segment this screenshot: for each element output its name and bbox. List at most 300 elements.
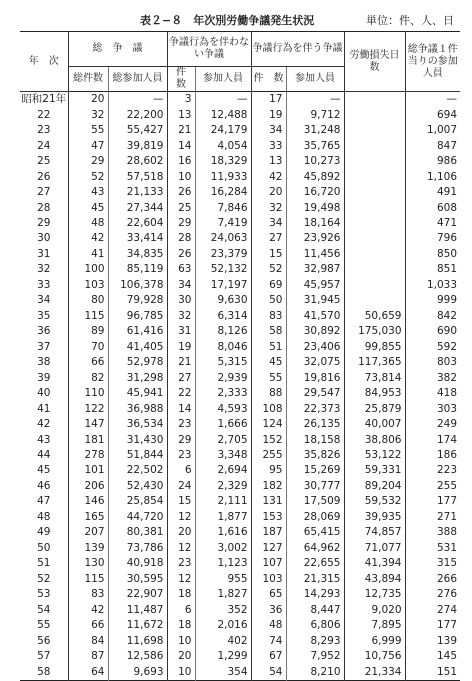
cell-action-cases: 74 [251, 633, 286, 648]
table-row [20, 649, 460, 664]
cell-total-cases: 66 [68, 618, 108, 633]
cell-no-action-cases: 3 [167, 92, 195, 108]
cell-year: 48 [37, 510, 51, 523]
table-row [20, 247, 460, 262]
cell-no-action-participants: 8,046 [195, 340, 251, 355]
cell-days-lost: 73,814 [344, 370, 405, 385]
cell-days-lost [344, 169, 405, 184]
cell-no-action-participants: 7,846 [195, 200, 251, 215]
cell-year: 31 [37, 247, 51, 260]
cell-action-cases: 255 [251, 448, 286, 463]
cell-total-cases: 181 [68, 432, 108, 447]
cell-avg-participants: 271 [405, 510, 460, 525]
cell-total-cases: 20 [68, 92, 108, 108]
table-row [20, 154, 460, 169]
cell-action-cases: 32 [251, 200, 286, 215]
table-row [20, 463, 460, 478]
cell-days-lost: 59,532 [344, 494, 405, 509]
cell-year: 57 [37, 650, 51, 663]
cell-year: 37 [37, 340, 51, 353]
cell-total-participants: 52,978 [108, 355, 167, 370]
cell-year: 32 [37, 263, 51, 276]
cell-year: 58 [37, 665, 51, 678]
cell-action-participants: 32,987 [286, 262, 344, 277]
table-row [20, 479, 460, 494]
cell-action-participants: 9,712 [286, 107, 344, 122]
cell-days-lost: 84,953 [344, 386, 405, 401]
cell-days-lost: 59,331 [344, 463, 405, 478]
cell-no-action-participants: 4,593 [195, 401, 251, 416]
cell-no-action-cases: 14 [167, 401, 195, 416]
cell-no-action-participants: 5,315 [195, 355, 251, 370]
cell-action-participants: 7,952 [286, 649, 344, 664]
cell-action-participants: 19,498 [286, 200, 344, 215]
cell-year: 25 [37, 155, 51, 168]
cell-days-lost: 40,007 [344, 417, 405, 432]
cell-total-participants: 22,604 [108, 216, 167, 231]
cell-avg-participants: 592 [405, 340, 460, 355]
cell-total-participants: 11,698 [108, 633, 167, 648]
cell-action-participants: 11,456 [286, 247, 344, 262]
cell-no-action-cases: 27 [167, 370, 195, 385]
cell-no-action-cases: 20 [167, 525, 195, 540]
cell-no-action-participants: 8,126 [195, 324, 251, 339]
cell-total-participants: 61,416 [108, 324, 167, 339]
cell-year: 50 [37, 541, 51, 554]
table-row [20, 231, 460, 246]
cell-days-lost: 41,394 [344, 556, 405, 571]
cell-total-participants: 33,414 [108, 231, 167, 246]
cell-year: 35 [37, 309, 51, 322]
cell-action-participants: 15,269 [286, 463, 344, 478]
cell-total-cases: 29 [68, 154, 108, 169]
table-row [20, 587, 460, 602]
cell-no-action-participants: 6,314 [195, 309, 251, 324]
cell-action-cases: 48 [251, 618, 286, 633]
cell-action-cases: 88 [251, 386, 286, 401]
cell-year: 30 [37, 232, 51, 245]
cell-year: 53 [37, 588, 51, 601]
cell-days-lost: 6,999 [344, 633, 405, 648]
cell-no-action-cases: 13 [167, 107, 195, 122]
cell-year: 45 [37, 464, 51, 477]
cell-total-participants: 51,844 [108, 448, 167, 463]
cell-action-participants: 10,273 [286, 154, 344, 169]
cell-total-cases: 47 [68, 138, 108, 153]
cell-days-lost [344, 247, 405, 262]
cell-year: 33 [37, 278, 51, 291]
cell-avg-participants: 608 [405, 200, 460, 215]
cell-action-cases: 20 [251, 185, 286, 200]
cell-year: 41 [37, 402, 51, 415]
cell-action-cases: 54 [251, 664, 286, 680]
cell-total-participants: 55,427 [108, 123, 167, 138]
cell-total-cases: 45 [68, 200, 108, 215]
cell-total-participants: 31,430 [108, 432, 167, 447]
cell-no-action-participants: 4,054 [195, 138, 251, 153]
cell-no-action-cases: 29 [167, 216, 195, 231]
cell-no-action-cases: 21 [167, 123, 195, 138]
table-row [20, 448, 460, 463]
cell-no-action-participants: 24,063 [195, 231, 251, 246]
cell-no-action-participants: 352 [195, 602, 251, 617]
cell-avg-participants: 139 [405, 633, 460, 648]
cell-avg-participants: 177 [405, 618, 460, 633]
cell-action-cases: 152 [251, 432, 286, 447]
cell-action-cases: 131 [251, 494, 286, 509]
header-without-action-group: 争議行為を伴わない争議 [167, 32, 251, 67]
cell-no-action-participants: 16,284 [195, 185, 251, 200]
cell-days-lost [344, 231, 405, 246]
cell-year: 昭和21年 [21, 93, 67, 106]
cell-action-participants: 32,075 [286, 355, 344, 370]
cell-total-cases: 139 [68, 541, 108, 556]
cell-year: 38 [37, 356, 51, 369]
cell-year: 34 [37, 294, 51, 307]
table-row [20, 417, 460, 432]
cell-no-action-cases: 24 [167, 479, 195, 494]
cell-days-lost [344, 92, 405, 108]
cell-action-participants: 64,962 [286, 541, 344, 556]
cell-days-lost [344, 200, 405, 215]
table-body [20, 92, 460, 681]
table-row [20, 572, 460, 587]
cell-action-participants: 18,164 [286, 216, 344, 231]
cell-avg-participants: 315 [405, 556, 460, 571]
cell-total-participants: 39,819 [108, 138, 167, 153]
cell-action-participants: 16,720 [286, 185, 344, 200]
cell-avg-participants: 151 [405, 664, 460, 680]
cell-no-action-cases: 12 [167, 572, 195, 587]
table-row [20, 309, 460, 324]
cell-total-participants: 22,907 [108, 587, 167, 602]
cell-no-action-participants: 23,379 [195, 247, 251, 262]
cell-total-participants: 57,518 [108, 169, 167, 184]
cell-action-cases: 124 [251, 417, 286, 432]
cell-total-participants: 11,487 [108, 602, 167, 617]
cell-days-lost: 99,855 [344, 340, 405, 355]
cell-avg-participants: 471 [405, 216, 460, 231]
cell-days-lost: 71,077 [344, 541, 405, 556]
cell-action-participants: 23,406 [286, 340, 344, 355]
cell-avg-participants: 842 [405, 309, 460, 324]
cell-no-action-cases: 20 [167, 649, 195, 664]
cell-total-cases: 41 [68, 247, 108, 262]
cell-action-participants: 35,765 [286, 138, 344, 153]
cell-avg-participants: 186 [405, 448, 460, 463]
table-row [20, 293, 460, 308]
cell-total-cases: 84 [68, 633, 108, 648]
cell-total-cases: 70 [68, 340, 108, 355]
cell-action-participants: 28,069 [286, 510, 344, 525]
cell-no-action-participants: 2,016 [195, 618, 251, 633]
cell-no-action-cases: 14 [167, 138, 195, 153]
table-row [20, 633, 460, 648]
cell-action-cases: 50 [251, 293, 286, 308]
header-no-action-cases: 件 数 [167, 67, 195, 92]
table-row [20, 107, 460, 122]
table-row [20, 401, 460, 416]
header-avg-participants: 総争議１件当りの参加人員 [405, 32, 460, 92]
cell-action-cases: 13 [251, 154, 286, 169]
cell-action-cases: 52 [251, 262, 286, 277]
cell-action-cases: 45 [251, 355, 286, 370]
cell-avg-participants: 690 [405, 324, 460, 339]
cell-no-action-participants: 2,329 [195, 479, 251, 494]
cell-days-lost: 39,935 [344, 510, 405, 525]
cell-no-action-participants: 1,299 [195, 649, 251, 664]
cell-no-action-participants: 2,694 [195, 463, 251, 478]
cell-action-participants: 23,926 [286, 231, 344, 246]
cell-year: 52 [37, 572, 51, 585]
cell-total-cases: 42 [68, 231, 108, 246]
cell-total-participants: 44,720 [108, 510, 167, 525]
cell-year: 56 [37, 634, 51, 647]
cell-total-participants: 25,854 [108, 494, 167, 509]
cell-action-participants: 41,570 [286, 309, 344, 324]
cell-avg-participants: 174 [405, 432, 460, 447]
cell-no-action-cases: 34 [167, 278, 195, 293]
cell-no-action-cases: 30 [167, 293, 195, 308]
cell-avg-participants: — [405, 92, 460, 108]
cell-no-action-participants: 9,630 [195, 293, 251, 308]
cell-year: 22 [37, 108, 51, 121]
cell-year: 42 [37, 418, 51, 431]
cell-total-cases: 80 [68, 293, 108, 308]
cell-total-cases: 87 [68, 649, 108, 664]
cell-action-cases: 36 [251, 602, 286, 617]
cell-year: 51 [37, 557, 51, 570]
cell-no-action-participants: 1,123 [195, 556, 251, 571]
cell-action-cases: 187 [251, 525, 286, 540]
cell-year: 29 [37, 216, 51, 229]
cell-avg-participants: 694 [405, 107, 460, 122]
cell-no-action-participants: 1,877 [195, 510, 251, 525]
cell-total-cases: 207 [68, 525, 108, 540]
cell-action-participants: 8,293 [286, 633, 344, 648]
cell-action-cases: 67 [251, 649, 286, 664]
cell-total-cases: 42 [68, 602, 108, 617]
cell-total-participants: 27,344 [108, 200, 167, 215]
table-row [20, 324, 460, 339]
cell-total-participants: 36,534 [108, 417, 167, 432]
cell-days-lost: 21,334 [344, 664, 405, 680]
cell-year: 55 [37, 619, 51, 632]
cell-avg-participants: 986 [405, 154, 460, 169]
header-action-participants: 参加人員 [286, 67, 344, 92]
cell-avg-participants: 1,106 [405, 169, 460, 184]
cell-no-action-participants: 24,179 [195, 123, 251, 138]
cell-action-participants: — [286, 92, 344, 108]
cell-total-cases: 100 [68, 262, 108, 277]
cell-no-action-cases: 29 [167, 432, 195, 447]
cell-total-cases: 115 [68, 572, 108, 587]
cell-action-participants: 35,826 [286, 448, 344, 463]
cell-days-lost [344, 185, 405, 200]
cell-avg-participants: 796 [405, 231, 460, 246]
cell-action-participants: 8,210 [286, 664, 344, 680]
cell-year: 28 [37, 201, 51, 214]
cell-no-action-cases: 6 [167, 463, 195, 478]
cell-total-participants: 31,298 [108, 370, 167, 385]
cell-avg-participants: 531 [405, 541, 460, 556]
cell-action-cases: 153 [251, 510, 286, 525]
cell-total-participants: 34,835 [108, 247, 167, 262]
table-row [20, 494, 460, 509]
cell-no-action-cases: 18 [167, 618, 195, 633]
cell-total-participants: 9,693 [108, 664, 167, 680]
cell-total-participants: — [108, 92, 167, 108]
cell-action-cases: 19 [251, 107, 286, 122]
cell-total-cases: 52 [68, 169, 108, 184]
cell-no-action-cases: 31 [167, 324, 195, 339]
cell-avg-participants: 145 [405, 649, 460, 664]
table-row [20, 525, 460, 540]
cell-action-cases: 55 [251, 370, 286, 385]
cell-total-cases: 110 [68, 386, 108, 401]
table-row [20, 123, 460, 138]
cell-no-action-participants: 18,329 [195, 154, 251, 169]
cell-avg-participants: 223 [405, 463, 460, 478]
table-row [20, 602, 460, 617]
cell-total-cases: 48 [68, 216, 108, 231]
cell-action-participants: 8,447 [286, 602, 344, 617]
cell-total-cases: 66 [68, 355, 108, 370]
table-row [20, 340, 460, 355]
cell-no-action-participants: 2,333 [195, 386, 251, 401]
cell-action-cases: 182 [251, 479, 286, 494]
table-row [20, 432, 460, 447]
cell-action-participants: 6,806 [286, 618, 344, 633]
cell-no-action-cases: 18 [167, 587, 195, 602]
cell-action-cases: 34 [251, 123, 286, 138]
cell-avg-participants: 851 [405, 262, 460, 277]
header-total-group: 総 争 議 [68, 32, 167, 67]
cell-total-participants: 96,785 [108, 309, 167, 324]
cell-action-participants: 31,945 [286, 293, 344, 308]
cell-avg-participants: 266 [405, 572, 460, 587]
cell-avg-participants: 249 [405, 417, 460, 432]
table-row [20, 618, 460, 633]
table-row [20, 200, 460, 215]
cell-year: 49 [37, 526, 51, 539]
labor-disputes-table [20, 31, 460, 681]
cell-days-lost: 74,857 [344, 525, 405, 540]
cell-no-action-participants: 2,939 [195, 370, 251, 385]
cell-year: 39 [37, 371, 51, 384]
cell-action-cases: 17 [251, 92, 286, 108]
cell-no-action-cases: 10 [167, 169, 195, 184]
cell-total-participants: 85,119 [108, 262, 167, 277]
cell-no-action-cases: 26 [167, 247, 195, 262]
cell-no-action-cases: 28 [167, 231, 195, 246]
units-note: 単位：件、人、日 [366, 14, 454, 27]
table-row [20, 278, 460, 293]
cell-no-action-cases: 6 [167, 602, 195, 617]
cell-total-cases: 130 [68, 556, 108, 571]
header-total-participants: 総参加人員 [108, 67, 167, 92]
cell-days-lost: 12,735 [344, 587, 405, 602]
cell-total-cases: 43 [68, 185, 108, 200]
cell-no-action-participants: 3,002 [195, 541, 251, 556]
cell-total-participants: 22,502 [108, 463, 167, 478]
cell-no-action-participants: 354 [195, 664, 251, 680]
cell-total-participants: 30,595 [108, 572, 167, 587]
cell-avg-participants: 274 [405, 602, 460, 617]
cell-avg-participants: 255 [405, 479, 460, 494]
cell-no-action-cases: 23 [167, 448, 195, 463]
cell-days-lost: 10,756 [344, 649, 405, 664]
table-row [20, 169, 460, 184]
cell-days-lost: 50,659 [344, 309, 405, 324]
cell-avg-participants: 418 [405, 386, 460, 401]
cell-days-lost: 38,806 [344, 432, 405, 447]
table-row [20, 138, 460, 153]
header-with-action-group: 争議行為を伴う争議 [251, 32, 344, 67]
cell-total-cases: 206 [68, 479, 108, 494]
cell-action-participants: 30,777 [286, 479, 344, 494]
cell-days-lost [344, 123, 405, 138]
cell-days-lost: 9,020 [344, 602, 405, 617]
cell-action-participants: 29,547 [286, 386, 344, 401]
cell-action-cases: 58 [251, 324, 286, 339]
cell-action-cases: 51 [251, 340, 286, 355]
cell-action-participants: 19,816 [286, 370, 344, 385]
cell-no-action-participants: 1,827 [195, 587, 251, 602]
table-row [20, 664, 460, 680]
cell-total-participants: 80,381 [108, 525, 167, 540]
header-days-lost: 労働損失日 数 [344, 32, 405, 92]
cell-year: 27 [37, 186, 51, 199]
cell-total-cases: 278 [68, 448, 108, 463]
cell-no-action-participants: 52,132 [195, 262, 251, 277]
cell-days-lost: 53,122 [344, 448, 405, 463]
cell-total-participants: 36,988 [108, 401, 167, 416]
header-no-action-participants: 参加人員 [195, 67, 251, 92]
cell-action-cases: 33 [251, 138, 286, 153]
cell-action-cases: 15 [251, 247, 286, 262]
cell-action-participants: 14,293 [286, 587, 344, 602]
header-year: 年 次 [20, 32, 68, 92]
cell-year: 44 [37, 449, 51, 462]
cell-days-lost: 43,894 [344, 572, 405, 587]
cell-no-action-participants: 1,616 [195, 525, 251, 540]
cell-no-action-participants: 2,111 [195, 494, 251, 509]
cell-avg-participants: 850 [405, 247, 460, 262]
cell-avg-participants: 1,007 [405, 123, 460, 138]
table-row [20, 185, 460, 200]
cell-year: 46 [37, 479, 51, 492]
cell-action-participants: 45,957 [286, 278, 344, 293]
cell-no-action-participants: 955 [195, 572, 251, 587]
cell-days-lost [344, 138, 405, 153]
cell-total-participants: 106,378 [108, 278, 167, 293]
cell-year: 23 [37, 124, 51, 137]
cell-action-participants: 26,135 [286, 417, 344, 432]
cell-no-action-cases: 63 [167, 262, 195, 277]
cell-no-action-cases: 26 [167, 185, 195, 200]
cell-total-cases: 122 [68, 401, 108, 416]
cell-no-action-cases: 22 [167, 386, 195, 401]
cell-action-cases: 108 [251, 401, 286, 416]
cell-total-participants: 45,941 [108, 386, 167, 401]
cell-year: 47 [37, 495, 51, 508]
cell-total-participants: 79,928 [108, 293, 167, 308]
table-row [20, 216, 460, 231]
cell-days-lost: 89,204 [344, 479, 405, 494]
cell-no-action-cases: 23 [167, 417, 195, 432]
cell-total-participants: 52,430 [108, 479, 167, 494]
